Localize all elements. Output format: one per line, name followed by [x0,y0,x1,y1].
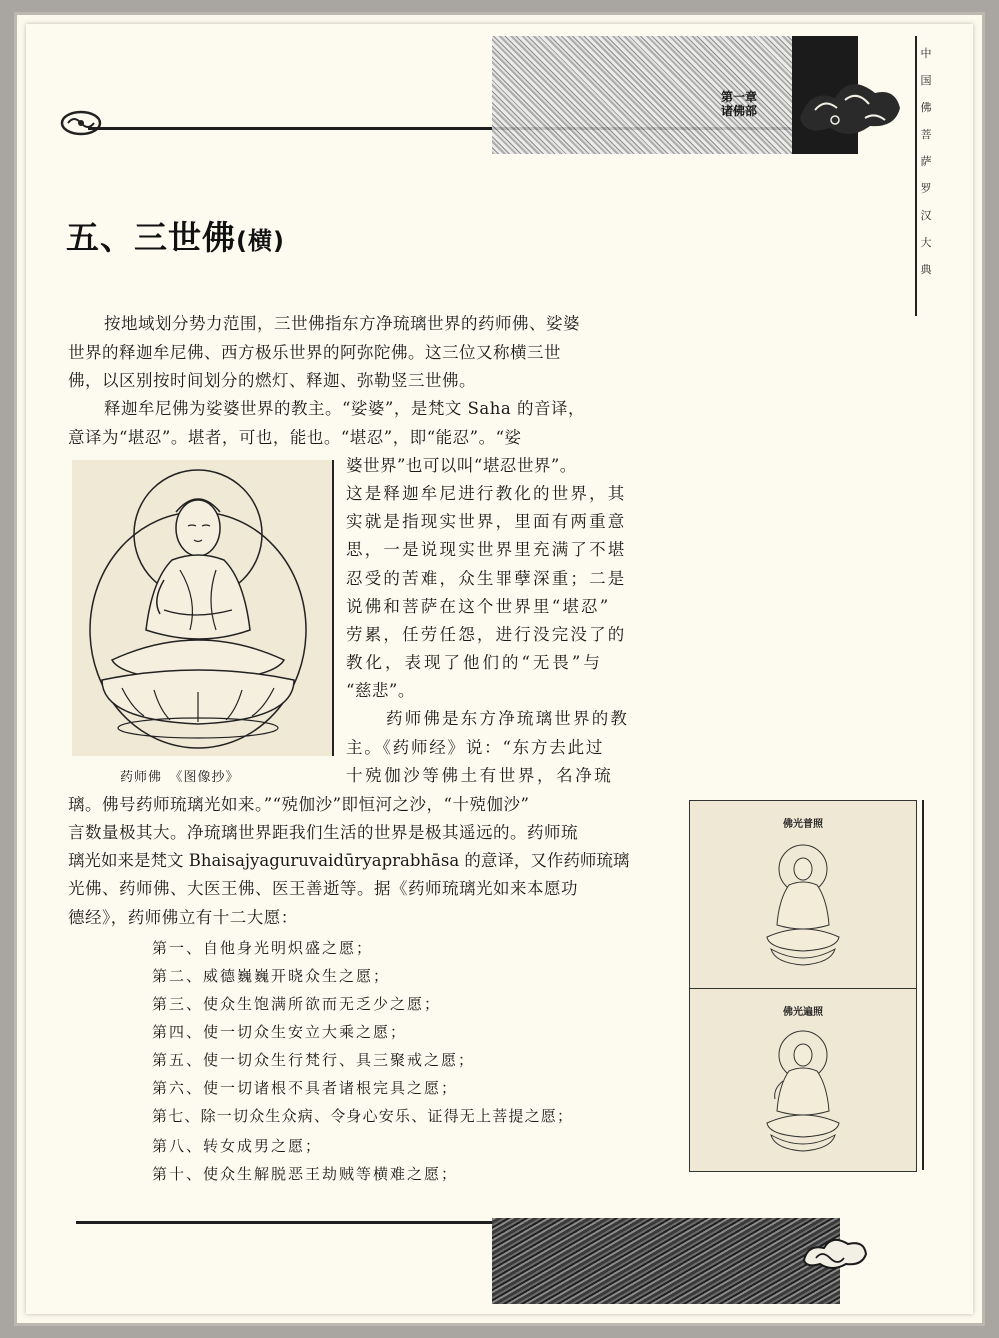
text-line: 说佛和菩萨在这个世界里“堪忍” [346,597,611,616]
text-line: 实就是指现实世界，里面有两重意 [346,512,627,531]
buddha-drawing-icon [72,460,334,756]
chapter-number: 第一章 [720,90,757,104]
vow-item: 第六、使一切诸根不具者诸根完具之愿； [152,1079,459,1097]
buddha-panel-top-icon [753,841,853,971]
cloud-ornament-icon [800,1236,870,1270]
vow-item: 第一、自他身光明炽盛之愿； [152,939,374,957]
figure-divider [332,460,334,756]
section-title-sub: (横) [236,227,285,255]
section-title [66,212,285,259]
text-line: 婆世界”也可以叫“堪忍世界”。 [346,456,577,475]
side-title-char: 罗 [920,182,932,195]
text-line: 光佛、药师佛、大医王佛、医王善逝等。据《药师琉璃光如来本愿功 [68,879,578,898]
text-line: 思，一是说现实世界里充满了不堪 [346,540,627,559]
text-line: 世界的释迦牟尼佛、西方极乐世界的阿弥陀佛。这三位又称横三世 [68,343,561,362]
text-line: 药师佛是东方净琉璃世界的教 [386,709,630,728]
text-line: 主。《药师经》说：“东方去此过 [346,738,605,757]
footer-texture [492,1218,840,1304]
side-title-char: 萨 [920,155,932,168]
text-line: 忍受的苦难，众生罪孽深重；二是 [346,569,627,588]
buddha-panel-bottom-icon [753,1029,853,1159]
side-title-char: 典 [920,263,932,276]
side-title-char: 国 [920,74,932,87]
figure-medicine-buddha [72,460,334,756]
section-title-main: 五、三世佛 [66,218,236,257]
text-line: 言数量极其大。净琉璃世界距我们生活的世界是极其遥远的。药师琉 [68,823,578,842]
side-title-char: 中 [920,47,932,60]
cloud-ornament-icon [60,110,102,136]
figure-left-caption: 药师佛 《图像抄》 [120,770,240,785]
text-line: 这是释迦牟尼进行教化的世界，其 [346,484,627,503]
cloud-scroll-icon [795,48,905,148]
figure-buddha-panels [689,800,917,1172]
side-title [918,40,934,283]
vow-item: 第二、威德巍巍开晓众生之愿； [152,967,391,985]
text-line: 璃光如来是梵文 Bhaisajyaguruvaidūryaprabhāsa 的意译，又作药师琉璃 [68,851,630,870]
text-line: 教化，表现了他们的“无畏”与 [346,653,603,672]
figure-right-edge [922,800,924,1170]
vow-item: 第八、转女成男之愿； [152,1137,323,1155]
side-title-char: 汉 [920,209,932,222]
panel-divider [690,988,916,989]
text-line: 德经》，药师佛立有十二大愿： [68,908,298,927]
vow-item: 第四、使一切众生安立大乘之愿； [152,1023,408,1041]
side-title-char: 大 [920,236,932,249]
text-line: 十殑伽沙等佛土有世界，名净琉 [346,766,614,785]
panel-bottom-caption: 佛光遍照 [783,1007,823,1018]
chapter-label [705,90,773,118]
text-line: 意译为“堪忍”。堪者，可也，能也。“堪忍”，即“能忍”。“娑 [68,428,522,447]
side-rule [915,36,917,316]
vow-item: 第七、除一切众生众病、令身心安乐、证得无上菩提之愿； [152,1107,574,1125]
side-title-char: 佛 [920,101,932,114]
vow-item: 第五、使一切众生行梵行、具三聚戒之愿； [152,1051,476,1069]
text-line: 劳累，任劳任怨，进行没完没了的 [346,625,627,644]
chapter-name: 诸佛部 [720,104,757,118]
side-title-char: 菩 [920,128,932,141]
text-line: “慈悲”。 [346,681,415,700]
text-line: 释迦牟尼佛为娑婆世界的教主。“娑婆”，是梵文 Saha 的音译， [104,399,585,418]
panel-top-caption: 佛光普照 [783,819,823,830]
text-line: 璃。佛号药师琉璃光如来。”“殑伽沙”即恒河之沙，“十殑伽沙” [68,795,530,814]
text-line: 按地域划分势力范围，三世佛指东方净琉璃世界的药师佛、娑婆 [104,314,580,333]
text-line: 佛，以区别按时间划分的燃灯、释迦、弥勒竖三世佛。 [68,371,476,390]
vow-item: 第三、使众生饱满所欲而无乏少之愿； [152,995,442,1013]
vow-item: 第十、使众生解脱恶王劫贼等横难之愿； [152,1165,459,1183]
